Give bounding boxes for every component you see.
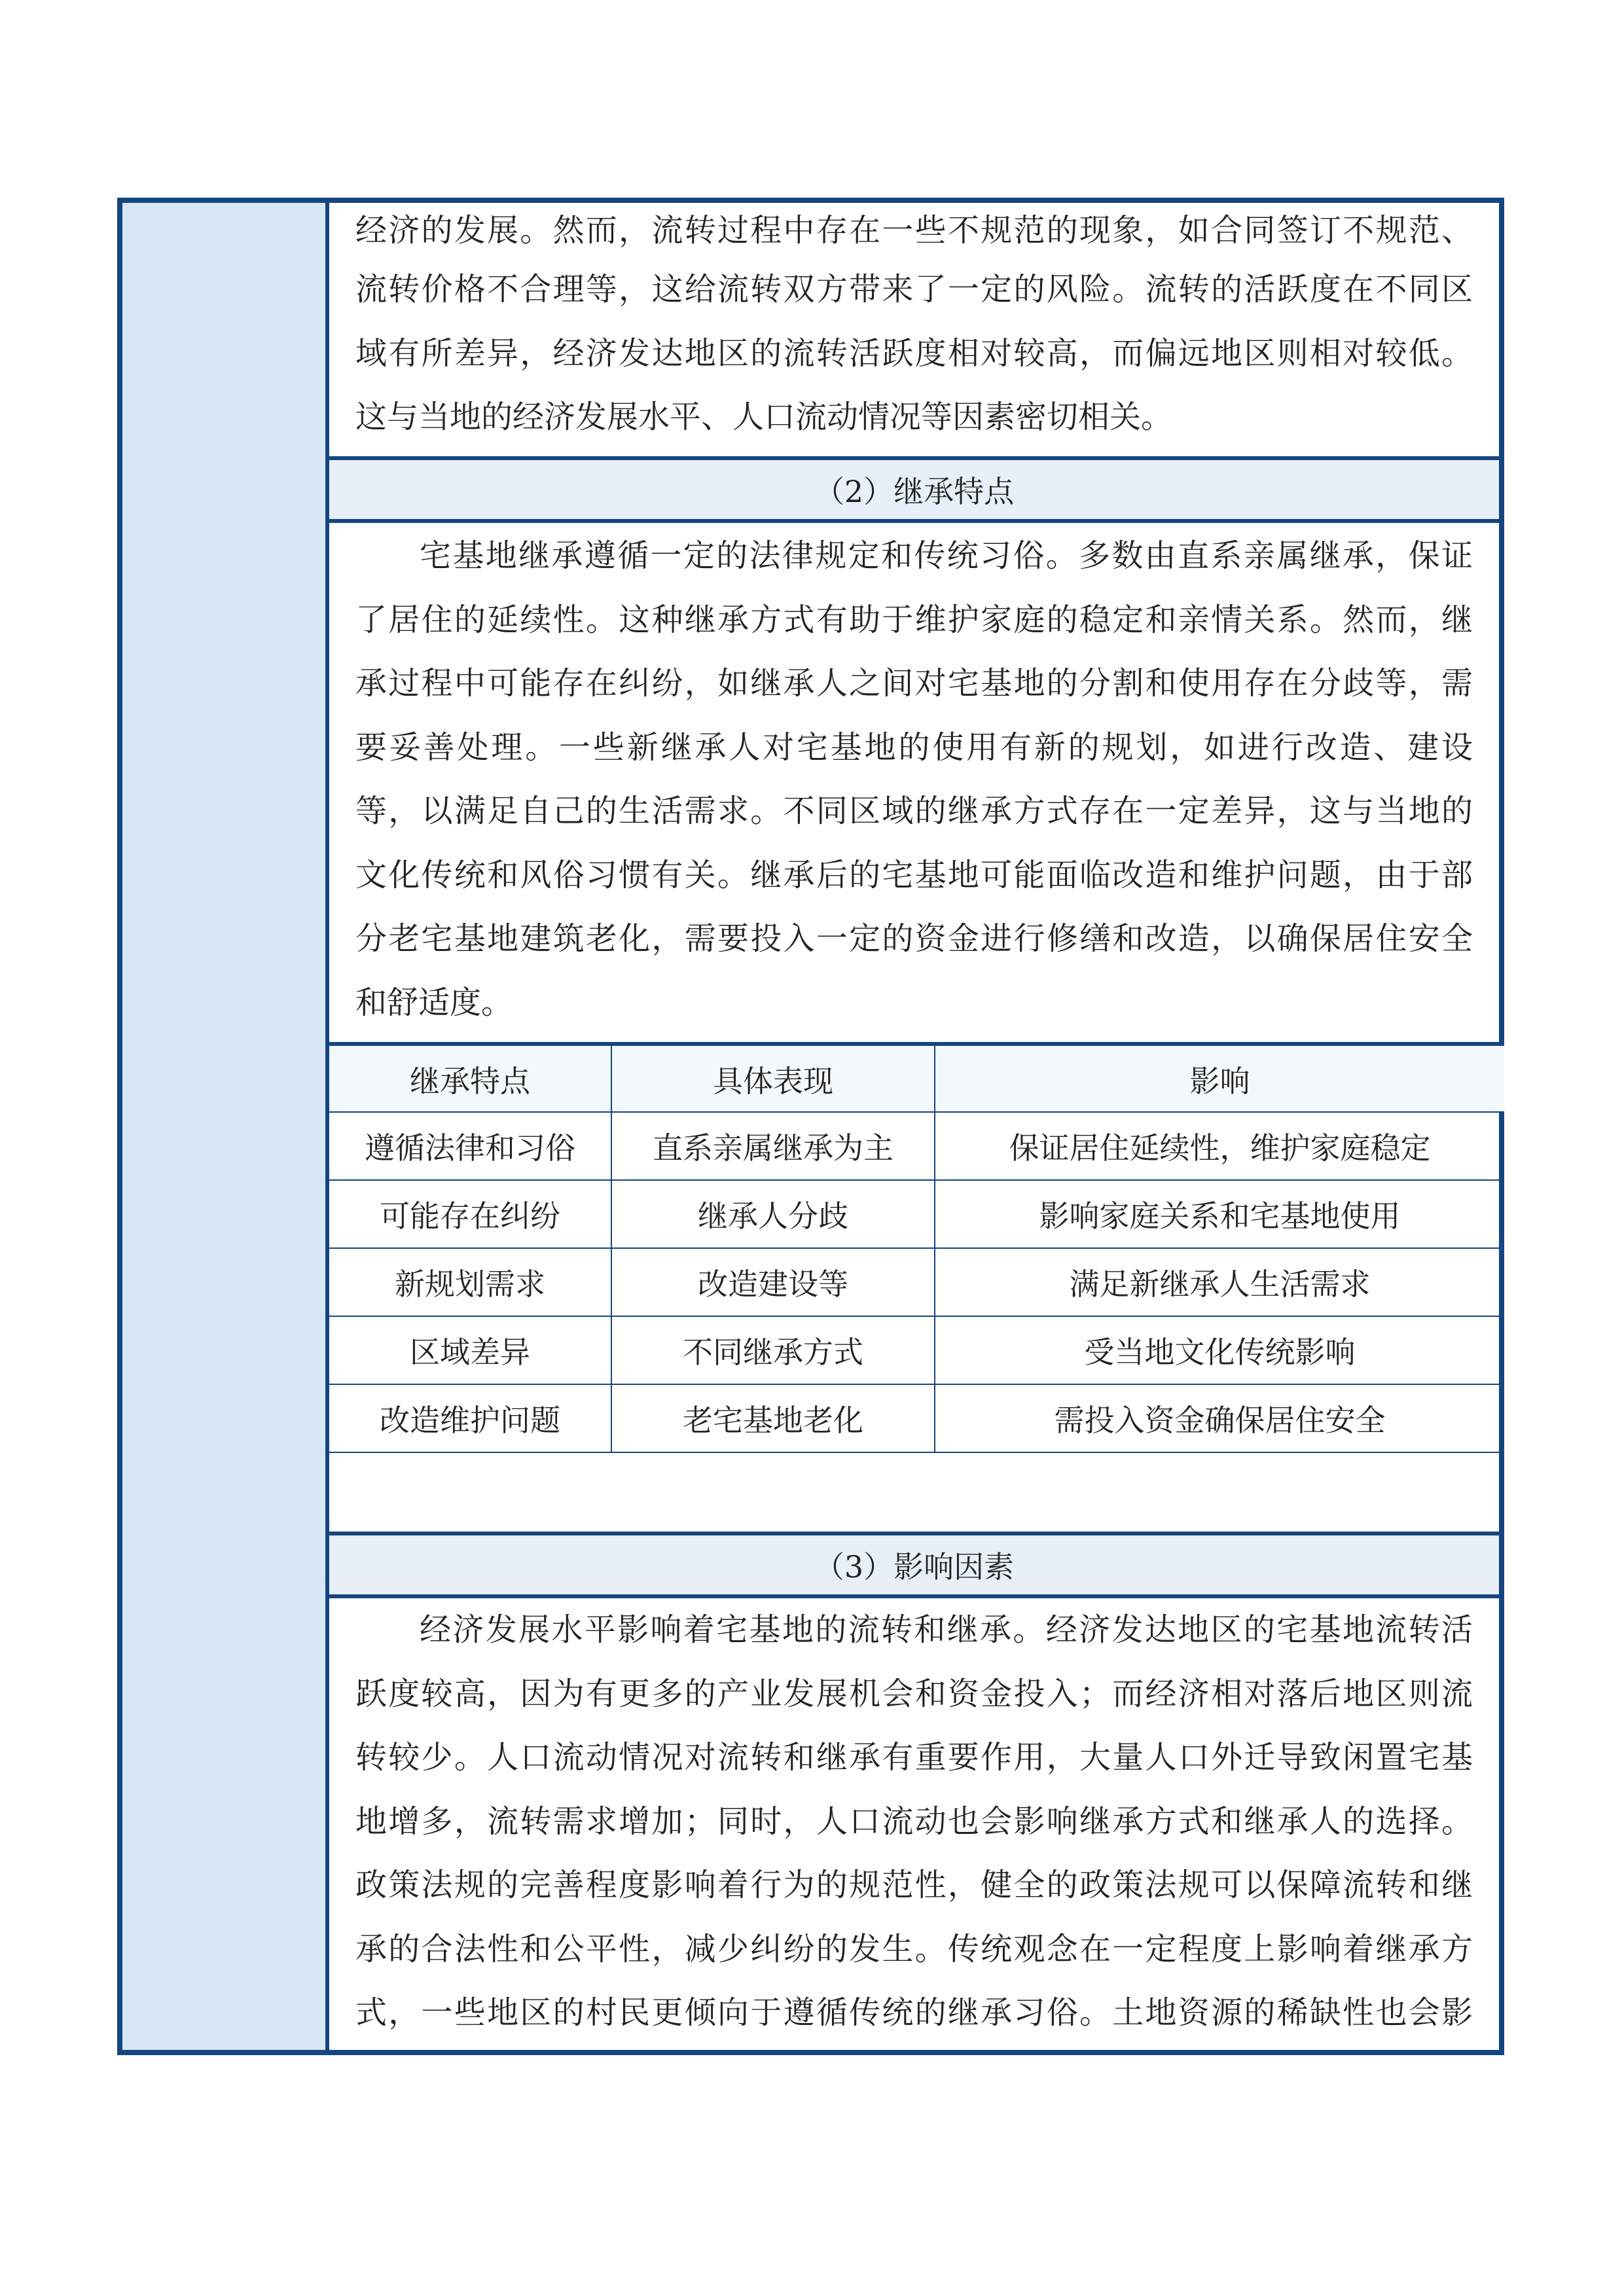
table-row [329,1248,1504,1316]
text-line: 宅基地继承遵循一定的法律规定和传统习俗。多数由直系亲属继承，保证 [420,537,1473,574]
inheritance-table [329,1042,1504,1453]
table-cell: 继承人分歧 [611,1180,935,1248]
text-line: 分老宅基地建筑老化，需要投入一定的资金进行修缮和改造，以确保居住安全 [355,920,1473,957]
text-line: 转较少。人口流动情况对流转和继承有重要作用，大量人口外迁导致闲置宅基 [355,1739,1473,1776]
text-line: 和舒适度。 [355,984,513,1021]
section3-paragraph [329,1598,1499,2050]
text-line: 地增多，流转需求增加；同时，人口流动也会影响继承方式和继承人的选择。 [355,1803,1473,1840]
table-cell: 改造维护问题 [329,1384,611,1452]
section2-heading: （2）继承特点 [329,456,1499,523]
table-cell: 影响家庭关系和宅基地使用 [935,1180,1504,1248]
text-line: 文化传统和风俗习惯有关。继承后的宅基地可能面临改造和维护问题，由于部 [355,856,1473,893]
text-line: 域有所差异，经济发达地区的流转活跃度相对较高，而偏远地区则相对较低。 [355,334,1473,372]
table-row [329,1384,1504,1452]
table-header-row [329,1044,1504,1112]
text-line: 政策法规的完善程度影响着行为的规范性，健全的政策法规可以保障流转和继 [355,1867,1473,1903]
table-cell: 需投入资金确保居住安全 [935,1384,1504,1452]
table-header-cell: 继承特点 [329,1044,611,1112]
table-header-cell: 影响 [935,1044,1504,1112]
table-cell: 新规划需求 [329,1248,611,1316]
section3-heading: （3）影响因素 [329,1532,1499,1598]
text-line: 经济发展水平影响着宅基地的流转和继承。经济发达地区的宅基地流转活 [420,1611,1473,1648]
table-cell: 不同继承方式 [611,1316,935,1384]
table-cell: 直系亲属继承为主 [611,1112,935,1180]
table-cell: 受当地文化传统影响 [935,1316,1504,1384]
table-cell: 可能存在纠纷 [329,1180,611,1248]
text-line: 等，以满足自己的生活需求。不同区域的继承方式存在一定差异，这与当地的 [355,793,1473,829]
text-line: 承的合法性和公平性，减少纠纷的发生。传统观念在一定程度上影响着继承方 [355,1930,1473,1967]
table-cell: 改造建设等 [611,1248,935,1316]
text-line: 要妥善处理。一些新继承人对宅基地的使用有新的规划，如进行改造、建设 [355,728,1473,766]
table-row [329,1316,1504,1384]
table-cell: 区域差异 [329,1316,611,1384]
table-cell: 遵循法律和习俗 [329,1112,611,1180]
text-line: 这与当地的经济发展水平、人口流动情况等因素密切相关。 [355,399,1173,435]
table-row [329,1112,1504,1180]
table-cell: 老宅基地老化 [611,1384,935,1452]
text-line: 流转价格不合理等，这给流转双方带来了一定的风险。流转的活跃度在不同区 [355,271,1473,308]
table-row [329,1180,1504,1248]
text-line: 承过程中可能存在纠纷，如继承人之间对宅基地的分割和使用存在分歧等，需 [355,665,1473,702]
text-line: 式，一些地区的村民更倾向于遵循传统的继承习俗。土地资源的稀缺性也会影 [355,1994,1473,2031]
document-frame [117,198,1504,2055]
section2-paragraph [329,523,1499,1043]
text-line: 了居住的延续性。这种继承方式有助于维护家庭的稳定和亲情关系。然而，继 [355,601,1473,638]
table-header-cell: 具体表现 [611,1044,935,1112]
left-label-column [122,203,329,2050]
text-line: 经济的发展。然而，流转过程中存在一些不规范的现象，如合同签订不规范、 [355,212,1473,249]
text-line: 跃度较高，因为有更多的产业发展机会和资金投入；而经济相对落后地区则流 [355,1675,1473,1712]
section1-paragraph [329,203,1499,457]
table-cell: 满足新继承人生活需求 [935,1248,1504,1316]
table-cell: 保证居住延续性，维护家庭稳定 [935,1112,1504,1180]
